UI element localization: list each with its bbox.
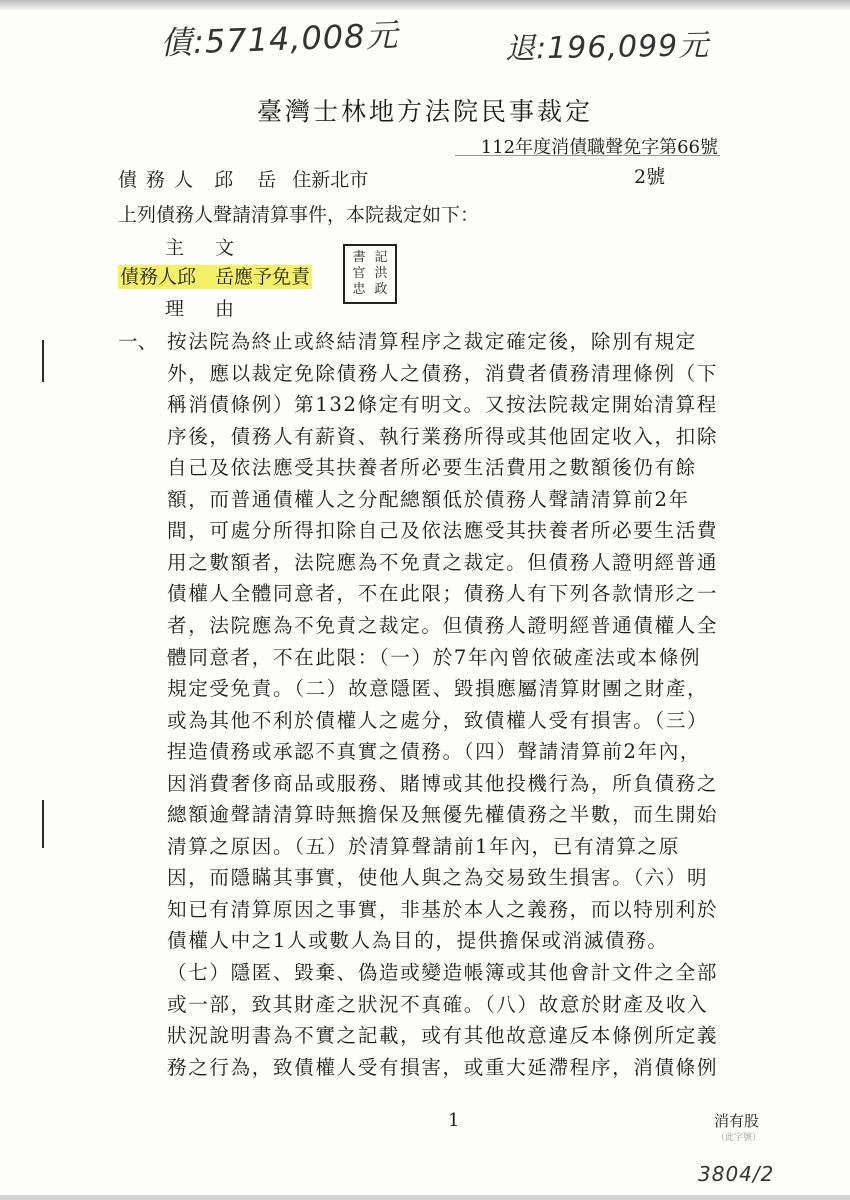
stamp-char: 洪 [374,266,388,281]
reason-line: 債權人全體同意者，不在此限；債務人有下列各款情形之一 [167,582,719,606]
reason-line: 捏造債務或承認不真實之債務。（四）聲請清算前2年內， [167,740,702,764]
reason-line: 用之數額者，法院應為不免責之裁定。但債務人證明經普通 [167,550,719,574]
reason-line: 間，可處分所得扣除自己及依法應受其扶養者所必要生活費 [167,519,719,543]
clerk-seal-stamp [343,244,397,304]
reason-line: 狀況說明書為不實之記載，或有其他故意違反本條例所定義 [167,1024,719,1048]
party-given-name: 岳 [257,169,277,191]
reason-line: 稱消債條例）第132條定有明文。又按法院裁定開始清算程 [167,393,718,417]
stamp-char: 官 [352,266,366,281]
reason-heading: 理 由 [165,298,241,320]
reason-line: 因消費奢侈商品或服務、賭博或其他投機行為，所負債務之 [167,771,719,795]
scan-edge-mark [42,340,44,382]
reason-line: 規定受免責。（二）故意隱匿、毀損應屬清算財團之財產， [167,677,709,701]
reason-line: 因，而隱瞞其事實，使他人與之為交易致生損害。（六）明 [167,866,709,890]
main-heading: 主 文 [165,237,241,259]
stamp-char: 書 [352,250,366,265]
document-title: 臺灣士林地方法院民事裁定 [256,97,593,126]
reason-line: 者，法院應為不免責之裁定。但債務人證明經普通債權人全 [167,613,719,637]
handwritten-debt-note: 債:5714,008元 [159,15,400,63]
ruling-highlighted-text: 債務人邱 岳應予免責 [120,266,311,288]
reason-line: 或一部，致其財產之狀況不真確。（八）故意於財產及收入 [167,992,709,1016]
party-label: 債務人 [118,169,203,191]
stamp-char: 政 [374,282,388,297]
case-number-underline [455,155,720,156]
scan-bottom-edge [0,1195,850,1200]
scan-top-edge [0,0,850,10]
clerk-division: 消有股 [714,1112,760,1130]
reason-line: 序後，債務人有薪資、執行業務所得或其他固定收入，扣除 [167,424,719,448]
reason-line: 債權人中之1人或數人為目的，提供擔保或消滅債務。 [167,929,669,953]
page-number: 1 [448,1110,460,1131]
reason-line: 額，而普通債權人之分配總額低於債務人聲請清算前2年 [167,487,690,511]
reason-item-marker: 一、 [118,330,158,353]
reason-line: 自己及依法應受其扶養者所必要生活費用之數額後仍有餘 [167,456,697,480]
reason-line: 按法院為終止或終結清算程序之裁定確定後，除別有規定 [167,330,697,353]
party-address-prefix: 住新北市 [292,169,369,191]
reason-line: 知已有清算原因之事實，非基於本人之義務，而以特別利於 [167,897,719,921]
handwritten-page-ref: 3804/2 [698,1162,775,1186]
party-line [118,165,368,192]
reason-line: 外，應以裁定免除債務人之債務，消費者債務清理條例（下 [167,361,719,385]
stamp-char: 忠 [352,282,366,297]
reason-line: 體同意者，不在此限：（一）於7年內曾依破產法或本條例 [167,645,702,669]
party-surname: 邱 [214,169,234,191]
reason-line: （七）隱匿、毀棄、偽造或變造帳簿或其他會計文件之全部 [167,961,719,984]
ruling-line [118,262,312,289]
handwritten-refund-note: 退:196,099元 [504,28,710,67]
party-address-suffix: 2號 [634,166,666,188]
reason-line: 務之行為，致債權人受有損害，或重大延滯程序，消債條例 [167,1055,719,1079]
reason-line: 清算之原因。（五）於清算聲請前1年內，已有清算之原 [167,834,680,858]
clerk-division-sub: （此字號） [716,1133,762,1143]
reason-line: 總額逾聲請清算時無擔保及無優先權債務之半數，而生開始 [167,803,719,827]
stamp-char: 記 [374,250,388,265]
reason-line: 或為其他不利於債權人之處分，致債權人受有損害。（三） [167,708,709,732]
case-number: 112年度消債職聲免字第66號 [480,137,718,158]
intro-line: 上列債務人聲請清算事件，本院裁定如下： [118,204,480,226]
scan-edge-mark [42,800,44,848]
